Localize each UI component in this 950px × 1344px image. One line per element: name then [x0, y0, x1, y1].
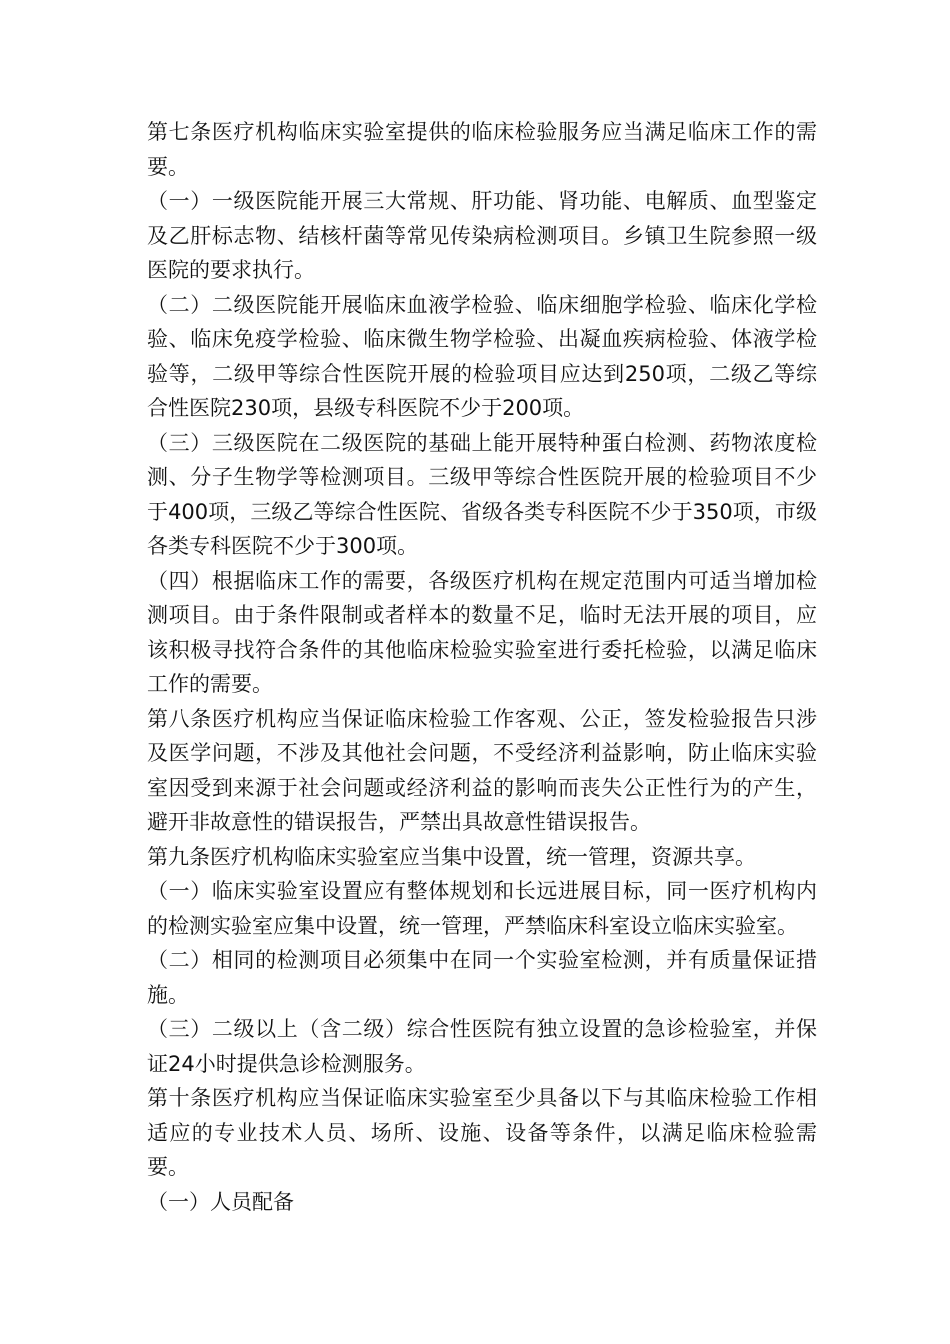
paragraph-article-9-item-1: （一）临床实验室设置应有整体规划和长远进展目标，同一医疗机构内的检测实验室应集中设置，统一管理，严禁临床科室设立临床实验室。: [147, 879, 817, 938]
paragraph-article-7-item-3: （三）三级医院在二级医院的基础上能开展特种蛋白检测、药物浓度检测、分子生物学等检测项目。三级甲等综合性医院开展的检验项目不少于400项，三级乙等综合性医院、省级各类专科医院不少于350项，市级各类专科医院不少于300项。: [147, 430, 817, 558]
paragraph-article-8: 第八条医疗机构应当保证临床检验工作客观、公正，签发检验报告只涉及医学问题，不涉及其他社会问题，不受经济利益影响，防止临床实验室因受到来源于社会问题或经济利益的影响而丧失公正性行为的产生，避开非故意性的错误报告，严禁出具故意性错误报告。: [147, 706, 817, 834]
paragraph-article-7-item-2: （二）二级医院能开展临床血液学检验、临床细胞学检验、临床化学检验、临床免疫学检验、临床微生物学检验、出凝血疾病检验、体液学检验等，二级甲等综合性医院开展的检验项目应达到250项，二级乙等综合性医院230项，县级专科医院不少于200项。: [147, 292, 817, 420]
paragraph-article-9: 第九条医疗机构临床实验室应当集中设置，统一管理，资源共享。: [147, 844, 756, 869]
paragraph-article-10-item-1: （一）人员配备: [147, 1189, 294, 1214]
paragraph-article-7-item-4: （四）根据临床工作的需要，各级医疗机构在规定范围内可适当增加检测项目。由于条件限制或者样本的数量不足，临时无法开展的项目，应该积极寻找符合条件的其他临床检验实验室进行委托检验，以满足临床工作的需要。: [147, 568, 817, 696]
paragraph-article-10: 第十条医疗机构应当保证临床实验室至少具备以下与其临床检验工作相适应的专业技术人员、场所、设施、设备等条件，以满足临床检验需要。: [147, 1086, 817, 1179]
paragraph-article-7: 第七条医疗机构临床实验室提供的临床检验服务应当满足临床工作的需要。: [147, 120, 817, 179]
document-body: [147, 115, 817, 1219]
paragraph-article-9-item-2: （二）相同的检测项目必须集中在同一个实验室检测，并有质量保证措施。: [147, 948, 817, 1007]
paragraph-article-7-item-1: （一）一级医院能开展三大常规、肝功能、肾功能、电解质、血型鉴定及乙肝标志物、结核杆菌等常见传染病检测项目。乡镇卫生院参照一级医院的要求执行。: [147, 189, 817, 282]
paragraph-article-9-item-3: （三）二级以上（含二级）综合性医院有独立设置的急诊检验室，并保证24小时提供急诊检测服务。: [147, 1017, 817, 1076]
